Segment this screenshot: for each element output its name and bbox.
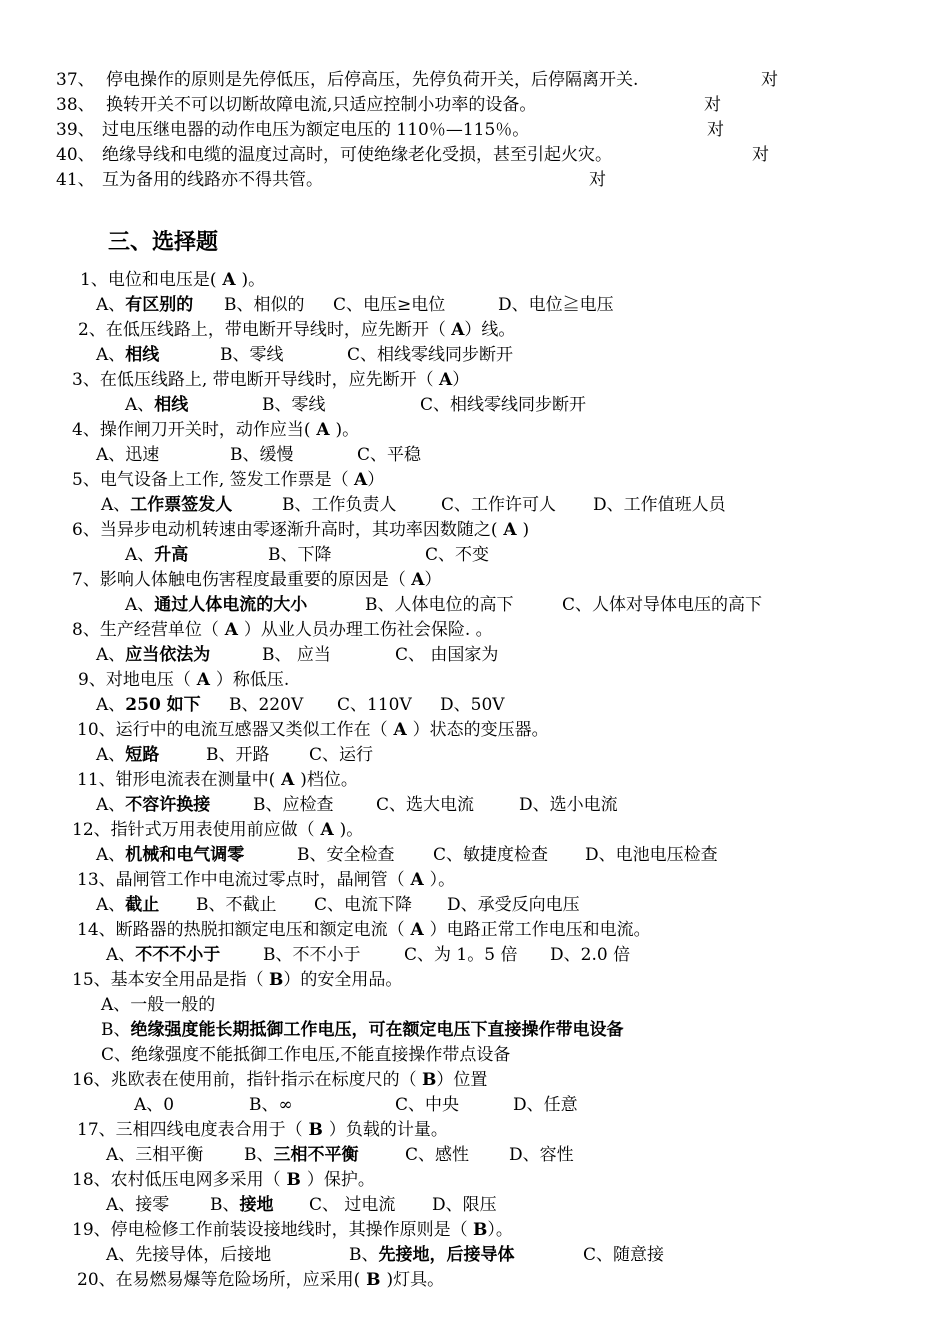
tf-number: 41、 xyxy=(56,170,95,190)
answer-key: B xyxy=(280,1170,307,1190)
option: B、220V xyxy=(229,695,304,715)
option: B、零线 xyxy=(262,395,326,415)
option: C、为 1。5 倍 xyxy=(404,945,518,965)
option: C、人体对导体电压的高下 xyxy=(562,595,763,615)
question: 18、农村低压电网多采用（ B ）保护。 xyxy=(72,1170,375,1190)
option: B、∞ xyxy=(249,1095,293,1115)
question: 9、对地电压（ A ）称低压. xyxy=(78,670,290,690)
answer-key: B xyxy=(302,1120,329,1140)
tf-number: 38、 xyxy=(56,95,95,115)
option: A、工作票签发人 xyxy=(101,495,233,515)
answer-key: B xyxy=(360,1270,387,1290)
option: B、接地 xyxy=(210,1195,274,1215)
option: A、一般一般的 xyxy=(101,995,216,1015)
question: 8、生产经营单位（ A ）从业人员办理工伤社会保险. 。 xyxy=(72,620,493,640)
option: B、开路 xyxy=(206,745,270,765)
option: A、接零 xyxy=(106,1195,170,1215)
option: B、先接地，后接导体 xyxy=(349,1245,515,1265)
tf-text: 换转开关不可以切断故障电流,只适应控制小功率的设备。 xyxy=(106,95,537,115)
tf-number: 39、 xyxy=(56,120,95,140)
option: C、选大电流 xyxy=(376,795,475,815)
option: C、随意接 xyxy=(583,1245,665,1265)
question: 6、当异步电动机转速由零逐渐升高时，其功率因数随之( A ) xyxy=(72,520,530,540)
question: 10、运行中的电流互感器又类似工作在（ A ）状态的变压器。 xyxy=(77,720,549,740)
option: C、110V xyxy=(337,695,412,715)
tf-text: 绝缘导线和电缆的温度过高时，可使绝缘老化受损，甚至引起火灾。 xyxy=(102,145,612,165)
question: 15、基本安全用品是指（ B）的安全用品。 xyxy=(72,970,403,990)
tf-number: 40、 xyxy=(56,145,95,165)
option: C、绝缘强度不能抵御工作电压,不能直接操作带点设备 xyxy=(101,1045,511,1065)
answer-key: A xyxy=(310,420,336,440)
question: 17、三相四线电度表合用于（ B ）负载的计量。 xyxy=(77,1120,448,1140)
option: C、电流下降 xyxy=(314,895,413,915)
question: 20、在易燃易爆等危险场所，应采用( B )灯具。 xyxy=(77,1270,445,1290)
option: D、选小电流 xyxy=(519,795,618,815)
answer-key: A xyxy=(404,920,430,940)
tf-text: 互为备用的线路亦不得共管。 xyxy=(102,170,323,190)
option: C、工作许可人 xyxy=(441,495,557,515)
option: D、电池电压检查 xyxy=(585,845,718,865)
option: B、下降 xyxy=(268,545,332,565)
question: 13、晶闸管工作中电流过零点时，晶闸管（ A ）。 xyxy=(77,870,456,890)
option: A、0 xyxy=(134,1095,175,1115)
option: C、电压≥电位 xyxy=(333,295,446,315)
answer-key: B xyxy=(269,970,284,990)
question: 7、影响人体触电伤害程度最重要的原因是（ A） xyxy=(72,570,442,590)
answer-key: A xyxy=(190,670,216,690)
option: D、限压 xyxy=(432,1195,497,1215)
option: B、人体电位的高下 xyxy=(365,595,514,615)
option: B、绝缘强度能长期抵御工作电压，可在额定电压下直接操作带电设备 xyxy=(101,1020,624,1040)
option: C、不变 xyxy=(425,545,490,565)
option: A、截止 xyxy=(96,895,160,915)
option: B、零线 xyxy=(220,345,284,365)
option: B、缓慢 xyxy=(230,445,294,465)
question: 2、在低压线路上，带电断开导线时，应先断开（ A）线。 xyxy=(78,320,516,340)
option: D、任意 xyxy=(513,1095,578,1115)
tf-answer: 对 xyxy=(752,145,769,165)
question: 1、电位和电压是( A )。 xyxy=(80,270,266,290)
option: B、不截止 xyxy=(196,895,277,915)
option: A、250 如下 xyxy=(96,695,201,715)
question: 14、断路器的热脱扣额定电压和额定电流（ A ）电路正常工作电压和电流。 xyxy=(77,920,651,940)
tf-number: 37、 xyxy=(56,70,95,90)
option: C、中央 xyxy=(395,1095,460,1115)
option: B、不不小于 xyxy=(263,945,361,965)
question: 4、操作闸刀开关时，动作应当( A )。 xyxy=(72,420,360,440)
option: D、2.0 倍 xyxy=(550,945,631,965)
option: C、敏捷度检查 xyxy=(433,845,549,865)
option: A、三相平衡 xyxy=(106,1145,204,1165)
tf-answer: 对 xyxy=(707,120,724,140)
option: C、相线零线同步断开 xyxy=(347,345,514,365)
question: 19、停电检修工作前装设接地线时，其操作原则是（ B）。 xyxy=(72,1220,513,1240)
option: A、短路 xyxy=(96,745,160,765)
option: C、 过电流 xyxy=(309,1195,396,1215)
option: B、工作负责人 xyxy=(282,495,397,515)
option: C、运行 xyxy=(309,745,374,765)
option: B、安全检查 xyxy=(297,845,395,865)
tf-text: 停电操作的原则是先停低压，后停高压，先停负荷开关，后停隔离开关. xyxy=(106,70,639,90)
answer-key: A xyxy=(218,620,244,640)
tf-answer: 对 xyxy=(761,70,778,90)
answer-key: B xyxy=(473,1220,488,1240)
option: A、不容许换接 xyxy=(96,795,211,815)
option: A、应当依法为 xyxy=(96,645,211,665)
option: D、承受反向电压 xyxy=(447,895,580,915)
answer-key: A xyxy=(451,320,465,340)
question: 16、兆欧表在使用前，指针指示在标度尺的（ B）位置 xyxy=(72,1070,488,1090)
question: 5、电气设备上工作, 签发工作票是（ A） xyxy=(72,470,385,490)
answer-key: A xyxy=(404,870,430,890)
answer-key: A xyxy=(387,720,413,740)
question: 11、钳形电流表在测量中( A )档位。 xyxy=(77,770,358,790)
option: A、相线 xyxy=(125,395,189,415)
answer-key: A xyxy=(314,820,340,840)
answer-key: A xyxy=(354,470,368,490)
option: C、 由国家为 xyxy=(395,645,499,665)
option: A、机械和电气调零 xyxy=(96,845,245,865)
question: 3、在低压线路上, 带电断开导线时，应先断开（ A） xyxy=(72,370,470,390)
answer-key: A xyxy=(411,570,425,590)
option: D、工作值班人员 xyxy=(593,495,726,515)
tf-text: 过电压继电器的动作电压为额定电压的 110％—115％。 xyxy=(102,120,530,140)
option: B、 应当 xyxy=(262,645,331,665)
option: A、有区别的 xyxy=(96,295,194,315)
option: A、先接导体，后接地 xyxy=(106,1245,272,1265)
answer-key: A xyxy=(216,270,242,290)
answer-key: A xyxy=(275,770,301,790)
option: A、升高 xyxy=(125,545,189,565)
option: D、电位≧电压 xyxy=(498,295,614,315)
answer-key: A xyxy=(439,370,453,390)
option: A、不不不小于 xyxy=(106,945,221,965)
section-title: 三、选择题 xyxy=(108,229,219,255)
tf-answer: 对 xyxy=(704,95,721,115)
answer-key: A xyxy=(497,520,523,540)
option: B、应检查 xyxy=(253,795,334,815)
option: C、感性 xyxy=(405,1145,470,1165)
option: C、平稳 xyxy=(357,445,422,465)
option: D、50V xyxy=(440,695,505,715)
option: D、容性 xyxy=(509,1145,574,1165)
answer-key: B xyxy=(422,1070,437,1090)
option: A、迅速 xyxy=(96,445,160,465)
option: A、通过人体电流的大小 xyxy=(125,595,308,615)
option: B、相似的 xyxy=(224,295,305,315)
tf-answer: 对 xyxy=(589,170,606,190)
option: C、相线零线同步断开 xyxy=(420,395,587,415)
question: 12、指针式万用表使用前应做（ A )。 xyxy=(72,820,364,840)
option: B、三相不平衡 xyxy=(244,1145,359,1165)
option: A、相线 xyxy=(96,345,160,365)
